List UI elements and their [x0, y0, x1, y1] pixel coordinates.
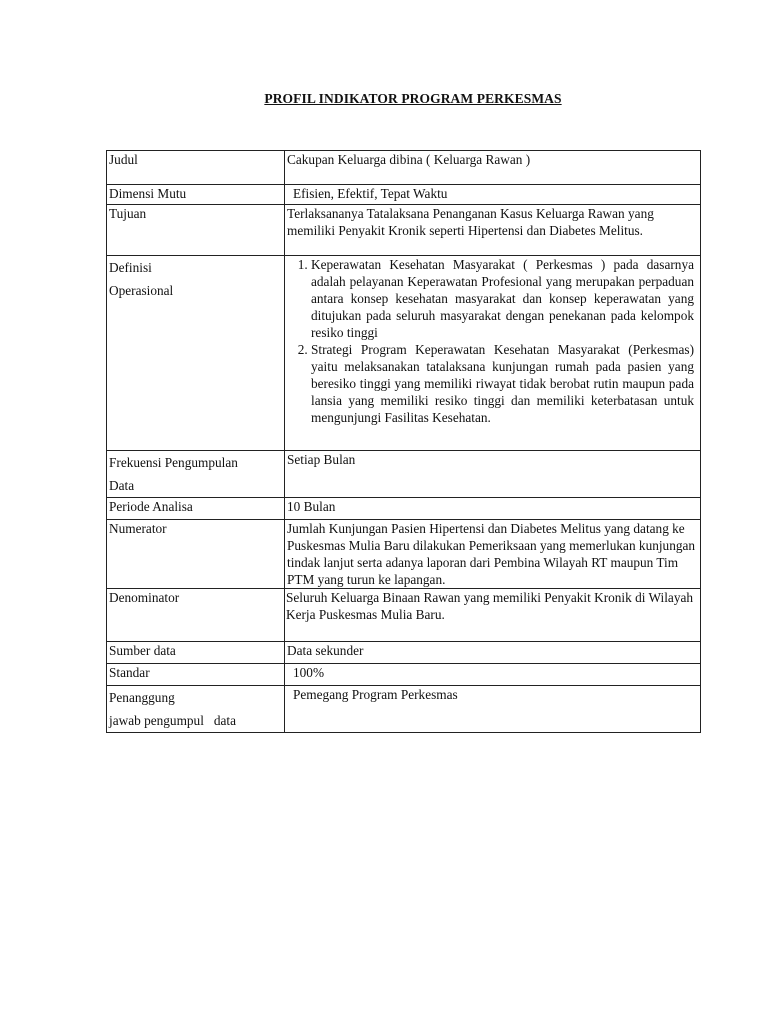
row-label-frekuensi	[107, 451, 285, 498]
table-row	[107, 664, 701, 686]
table-row	[107, 520, 701, 589]
label-line: Operasional	[109, 283, 174, 298]
row-value-sumber-data: Data sekunder	[285, 642, 701, 664]
row-label-numerator: Numerator	[107, 520, 285, 589]
definition-list	[287, 256, 694, 426]
row-label-standar: Standar	[107, 664, 285, 686]
row-value-periode-analisa: 10 Bulan	[285, 498, 701, 520]
table-row	[107, 642, 701, 664]
page-title: PROFIL INDIKATOR PROGRAM PERKESMAS	[264, 91, 562, 106]
label-line: Penanggung	[109, 690, 175, 705]
definition-item: 2. Strategi Program Keperawatan Kesehatan Masyarakat (Perkesmas) yaitu melaksanakan tatalaksana kunjungan rumah pada pasien yang beresiko tinggi yang memiliki riwayat tidak berobat rutin maupun pada lansia yang memiliki resiko tinggi dan memiliki keterbatasan untuk mengunjungi Fasilitas Kesehatan.	[311, 341, 694, 426]
label-line: jawab pengumpul data	[109, 713, 237, 728]
table-row	[107, 451, 701, 498]
row-label-sumber-data: Sumber data	[107, 642, 285, 664]
row-value-penanggung-jawab: Pemegang Program Perkesmas	[285, 686, 701, 733]
row-label-tujuan: Tujuan	[107, 205, 285, 256]
label-line: Definisi	[109, 260, 152, 275]
table-row	[107, 185, 701, 205]
table-row	[107, 151, 701, 185]
row-value-standar: 100%	[285, 664, 701, 686]
row-value-frekuensi: Setiap Bulan	[285, 451, 701, 498]
row-label-penanggung-jawab	[107, 686, 285, 733]
row-label-dimensi-mutu: Dimensi Mutu	[107, 185, 285, 205]
row-value-denominator: Seluruh Keluarga Binaan Rawan yang memiliki Penyakit Kronik di Wilayah Kerja Puskesmas Mulia Baru.	[285, 589, 701, 642]
row-label-denominator: Denominator	[107, 589, 285, 642]
label-line: Frekuensi Pengumpulan	[109, 455, 238, 470]
row-label-periode-analisa: Periode Analisa	[107, 498, 285, 520]
row-label-judul: Judul	[107, 151, 285, 185]
row-value-tujuan: Terlaksananya Tatalaksana Penanganan Kasus Keluarga Rawan yang memiliki Penyakit Kronik seperti Hipertensi dan Diabetes Melitus.	[285, 205, 701, 256]
label-line: Data	[109, 478, 135, 493]
table-row	[107, 256, 701, 451]
row-label-definisi-operasional	[107, 256, 285, 451]
row-value-numerator: Jumlah Kunjungan Pasien Hipertensi dan Diabetes Melitus yang datang ke Puskesmas Mulia Baru dilakukan Pemeriksaan yang memerlukan kunjungan tindak lanjut serta adanya laporan dari Pembina Wilayah RT maupun Tim PTM yang turun ke lapangan.	[285, 520, 701, 589]
table-row	[107, 589, 701, 642]
table-row	[107, 498, 701, 520]
row-value-dimensi-mutu: Efisien, Efektif, Tepat Waktu	[285, 185, 701, 205]
row-value-judul: Cakupan Keluarga dibina ( Keluarga Rawan )	[285, 151, 701, 185]
indicator-profile-table	[106, 150, 701, 733]
table-row	[107, 686, 701, 733]
table-row	[107, 205, 701, 256]
definition-item: 1. Keperawatan Kesehatan Masyarakat ( Perkesmas ) pada dasarnya adalah pelayanan Keperawatan Profesional yang merupakan perpaduan antara konsep kesehatan masyarakat dan konsep keperawatan yang ditujukan pada seluruh masyarakat dengan penekanan pada kelompok resiko tinggi	[311, 256, 694, 341]
row-value-definisi-operasional	[285, 256, 701, 451]
